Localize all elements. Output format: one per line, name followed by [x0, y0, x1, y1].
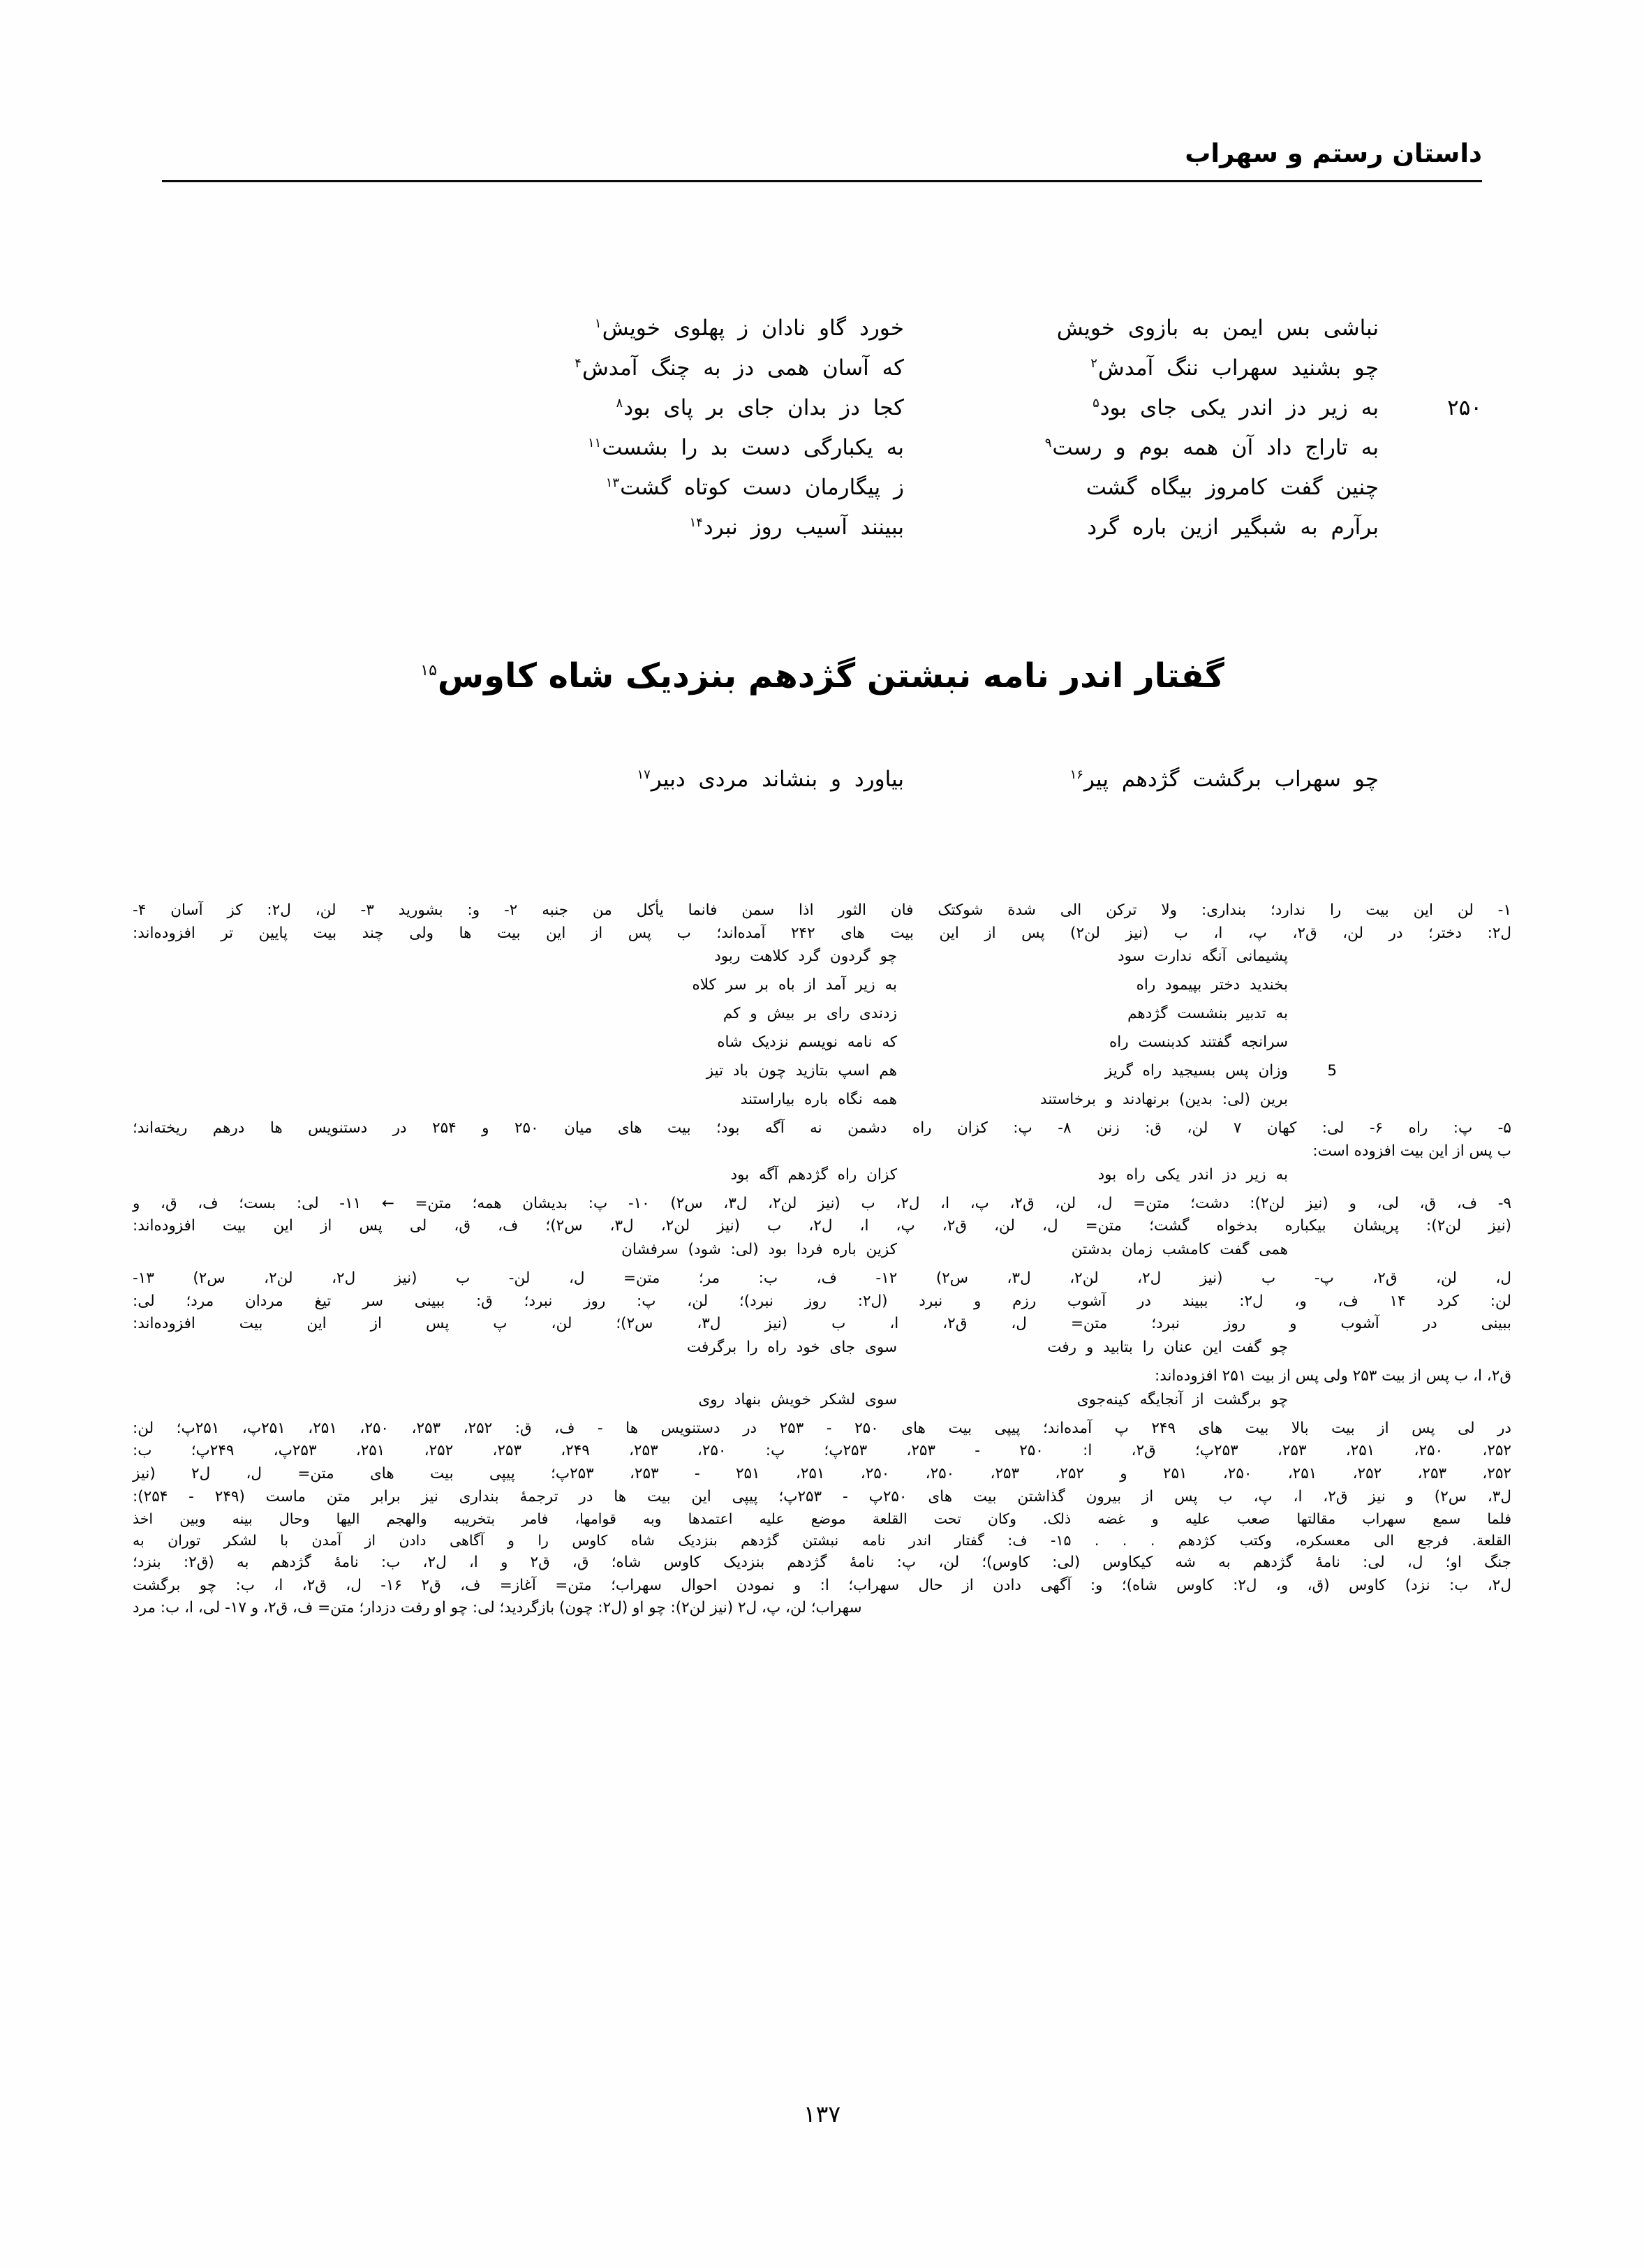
header-divider-rule [162, 180, 1482, 182]
hemistich-b [457, 316, 946, 341]
inset-verse-row [133, 1389, 1511, 1418]
couplet-row [162, 435, 1482, 475]
hemistich-b [457, 395, 946, 420]
inset-verse-group-2 [133, 1164, 1511, 1193]
inset-hemistich-b: سوی لشکر خویش بنهاد روی [698, 1390, 897, 1408]
inset-verse-row [133, 1089, 1511, 1117]
apparatus-line: ۹- ف، ق، لی، و (نیز لن۲): دشت؛ متن= ل، لن، ق۲، پ، ا، ل۲، ب (نیز لن۲، ل۳، س۲) ۱۰- پ: بدیشان همه؛ متن= ← ۱۱- لی: بست؛ ف، ق، و [133, 1194, 1512, 1212]
inset-hemistich-b: چو گردون گرد کلاهت ربود [714, 948, 897, 966]
apparatus-line: ل۲: دختر؛ در لن، ق۲، پ، ا، ب (نیز لن۲) پس از این بیت های ۲۴۲ آمده‌اند؛ ب پس از این بیت ها ولی چند بیت پایین تر افزوده‌اند: [133, 924, 1512, 942]
verse-block-upper [162, 316, 1482, 554]
apparatus-line: جنگ او؛ ل، لی: نامهٔ گژدهم به شه کیکاوس (لی: کاوس)؛ لن، پ: نامهٔ گژدهم بنزدیک کاوس شاه؛ ق، ق۲ و ا، ل۲، ب: نامهٔ گژدهم به (ق۲: بنزد؛ [133, 1553, 1512, 1571]
verse-number: ۲۵۰ [1447, 395, 1482, 420]
hemistich-a [946, 395, 1391, 420]
apparatus-line: ل۳، س۲) و نیز ق۲، ا، پ، ب پس از بیرون گذاشتن بیت های ۲۵۰پ - ۲۵۳پ؛ پیپی این بیت ها در ترجمهٔ بنداری نیز برابر متن ماست (۲۴۹ - ۲۵۴): [133, 1487, 1511, 1505]
hemistich-b-text: ببینند آسیب روز نبرد [703, 515, 904, 540]
apparatus-line: سهراب؛ لن، پ، ل۲ (نیز لن۲): چو او (ل۲: چون) بازگردید؛ لی: چو او رفت دزدار؛ متن= ف، ق۲، و ۱۷- لی، ا، ب: مرد [133, 1599, 862, 1617]
inset-hemistich-b: زدندی رای بر بیش و کم [723, 1005, 897, 1023]
apparatus-group-3 [133, 1193, 1511, 1238]
footnote-marker: ۱۶ [1069, 767, 1083, 782]
footnote-marker: ۴ [575, 355, 582, 371]
footnote-marker: ۱۱ [587, 435, 602, 450]
hemistich-b [457, 515, 946, 540]
section-heading [0, 656, 1644, 695]
apparatus-line: لن: کرد ۱۴ ف، و، ل۲: ببیند در آشوب رزم و نبرد (ل۲: روز نبرد)؛ لن، پ: روز نبرد؛ ق: ببینی سر تیغ مردان مرد؛ لی: [133, 1292, 1511, 1310]
inset-verse-row [133, 974, 1511, 1003]
couplet-row [162, 316, 1482, 355]
hemistich-a-text: چو سهراب برگشت گژدهم پیر [1083, 767, 1379, 792]
inset-hemistich-a: به تدبیر بنشست گژدهم [1127, 1005, 1288, 1023]
section-heading-text: گفتار اندر نامه نبشتن گژدهم بنزدیک شاه کاوس [437, 656, 1224, 695]
apparatus-group-6 [133, 1418, 1511, 1620]
inset-hemistich-b: سوی جای خود راه را برگرفت [686, 1339, 897, 1357]
footnote-marker: ۵ [1093, 395, 1099, 411]
couplet-row [162, 767, 1482, 807]
page-number: ۱۳۷ [803, 2100, 841, 2128]
inset-hemistich-a: برین (لی: بدین) برنهادند و برخاستند [1040, 1091, 1288, 1109]
couplet-row [162, 515, 1482, 554]
apparatus-line: ۵- پ: راه ۶- لی: کهان ۷ لن، ق: زنن ۸- پ: کزان راه دشمن نه آگه بود؛ بیت های میان ۲۵۰ و ۲۵۴ در دستنویس ها درهم ریخته‌اند؛ [133, 1119, 1511, 1137]
hemistich-a [946, 767, 1391, 792]
inset-verse-row [133, 1164, 1511, 1193]
inset-hemistich-a: چو گفت این عنان را بتابید و رفت [1047, 1339, 1288, 1357]
inset-hemistich-b: کزان راه گژدهم آگه بود [730, 1165, 897, 1184]
inset-verse-row [133, 1031, 1511, 1060]
inset-hemistich-a: وزان پس بسیجید راه گریز [1104, 1062, 1288, 1080]
apparatus-line: در لی پس از بیت بالا بیت های ۲۴۹ پ آمده‌اند؛ پیپی بیت های ۲۵۰ - ۲۵۳ در دستنویس ها - ف، ق: ۲۵۲، ۲۵۳، ۲۵۰، ۲۵۱، ۲۵۱پ، ۲۵۱پ؛ لن: [133, 1419, 1511, 1437]
hemistich-a: نباشی بس ایمن به بازوی خویش [1056, 316, 1379, 341]
inset-verse-group-5 [133, 1389, 1511, 1418]
apparatus-group-2 [133, 1117, 1511, 1163]
hemistich-b-text: خورد گاو نادان ز پهلوی خویش [602, 316, 904, 341]
hemistich-a [946, 435, 1391, 460]
inset-hemistich-a: به زیر دز اندر یکی راه بود [1097, 1165, 1288, 1184]
hemistich-a-text: چو بشنید سهراب ننگ آمدش [1097, 355, 1379, 381]
apparatus-line-arabic: القلعة. فرجع الی معسکره، وکتب کژدهم . . . ۱۵- ف: گفتار اندر نامه نبشتن گژدهم بنزدیک شاه کاوس را و آگاهی دادن از آمدن با لشکر توران به [133, 1532, 1511, 1549]
apparatus-line-arabic: فلما سمع سهراب مقالتها صعب علیه و غضه ذلک. وکان تحت القلعة موضع علیه اعتمدها وبه قوامها، فامر بتخریبه والهجم الیها وحال بینه وبین اخذ [133, 1510, 1511, 1528]
apparatus-group-1 [133, 899, 1511, 945]
inset-hemistich-b: هم اسپ بتازید چون باد تیز [706, 1062, 897, 1080]
hemistich-b-text: که آسان همی دز به چنگ آمدش [582, 355, 904, 381]
inset-verse-row [133, 1336, 1511, 1365]
apparatus-group-5 [133, 1365, 1511, 1388]
apparatus-group-4 [133, 1267, 1511, 1336]
hemistich-b [457, 767, 946, 792]
apparatus-line: ۲۵۲، ۲۵۳، ۲۵۲، ۲۵۱، ۲۵۰، ۲۵۱ و ۲۵۲، ۲۵۳، ۲۵۰، ۲۵۰، ۲۵۱، ۲۵۱ - ۲۵۳، ۲۵۳پ؛ پیپی بیت های متن= ل، ل۲ (نیز [133, 1465, 1511, 1483]
footnote-marker: ۱۴ [689, 515, 703, 530]
hemistich-a: برآرم به شبگیر ازین باره گرد [1087, 515, 1379, 540]
hemistich-a-text: به زیر دز اندر یکی جای بود [1099, 395, 1379, 420]
running-head: داستان رستم و سهراب [1185, 138, 1482, 168]
footnote-marker: ۱۵ [420, 662, 437, 679]
verse-block-lower [162, 767, 1482, 807]
apparatus-line: ببینی در آشوب و روز نبرد؛ متن= ل، ق۲، ا، ب (نیز ل۳، س۲)؛ لن، پ پس از این بیت افزوده‌اند: [133, 1315, 1512, 1333]
couplet-row-250 [162, 395, 1482, 435]
inset-verse-row [133, 945, 1511, 974]
hemistich-b-text: ز پیگارمان دست کوتاه گشت [620, 475, 904, 500]
hemistich-a: چنین گفت کامروز بیگاه گشت [1086, 475, 1379, 500]
apparatus-line: ۱- لن این بیت را ندارد؛ بنداری: ولا ترکن الی شدة شوکتک فان الثور اذا سمن فانما یأکل من جنبه ۲- و: بشورید ۳- لن، ل۲: کز آسان ۴- [133, 901, 1511, 919]
inset-hemistich-a: چو برگشت از آنجایگه کینه‌جوی [1076, 1390, 1288, 1408]
running-head-area [162, 138, 1482, 182]
inset-verse-group-1 [133, 945, 1511, 1117]
couplet-row [162, 475, 1482, 515]
couplet-row [162, 355, 1482, 395]
footnote-marker: ۲ [1090, 355, 1097, 371]
hemistich-b-text: بیاورد و بنشاند مردی دبیر [651, 767, 904, 792]
inset-verse-group-4 [133, 1336, 1511, 1365]
hemistich-b [457, 435, 946, 460]
apparatus-line: ل، لن، ق۲، پ- ب (نیز ل۲، لن۲، ل۳، س۲) ۱۲- ف، ب: مر؛ متن= ل، لن- ب (نیز ل۲، لن۲، س۲) ۱۳- [133, 1269, 1511, 1288]
inset-hemistich-a: سرانجه گفتند کدبنست راه [1109, 1033, 1288, 1052]
inset-hemistich-a: پشیمانی آنگه ندارت سود [1118, 948, 1288, 966]
apparatus-line: (نیز لن۲): پریشان بیکباره بدخواه گشت؛ متن= ل، لن، ق۲، پ، ا، ل۲، ب (نیز لن۲، ل۳، س۲)؛ ف، ق، لی پس از این بیت افزوده‌اند: [133, 1217, 1511, 1235]
apparatus-line: ل۲، ب: نزد) کاوس (ق، و، ل۲: کاوس شاه)؛ و: آگهی دادن از حال سهراب؛ ا: و نمودن احوال سهراب؛ متن= آغاز= ف، ق۲ ۱۶- ل، ق۲، ا، ب: چو برگشت [133, 1576, 1511, 1594]
inset-hemistich-a: بخندید دختر بپیمود راه [1136, 976, 1288, 994]
apparatus-line: ق۲، ا، ب پس از بیت ۲۵۳ ولی پس از بیت ۲۵۱ افزوده‌اند: [1154, 1367, 1511, 1385]
apparatus-line: ۲۵۲، ۲۵۰، ۲۵۱، ۲۵۳، ۲۵۳پ؛ ق۲، ا: ۲۵۰ - ۲۵۳، ۲۵۳پ؛ پ: ۲۵۰، ۲۵۳، ۲۴۹، ۲۵۳، ۲۵۲، ۲۵۱، ۲۵۳پ، ۲۴۹پ؛ ب: [133, 1442, 1511, 1460]
hemistich-b [457, 475, 946, 500]
hemistich-a-text: به تاراج داد آن همه بوم و رست [1052, 435, 1379, 460]
inset-verse-number: 5 [1327, 1062, 1337, 1080]
critical-apparatus [133, 899, 1511, 1621]
apparatus-line: ب پس از این بیت افزوده است: [1312, 1142, 1511, 1161]
footnote-marker: ۹ [1044, 435, 1052, 450]
inset-verse-row [133, 1003, 1511, 1031]
footnote-marker: ۸ [616, 395, 623, 411]
inset-hemistich-b: کزین باره فردا بود (لی: شود) سرفشان [621, 1241, 897, 1259]
inset-hemistich-b: به زیر آمد از باه بر سر کلاه [692, 976, 897, 994]
inset-verse-row [133, 1239, 1511, 1267]
inset-verse-group-3 [133, 1239, 1511, 1267]
footnote-marker: ۱۳ [605, 475, 620, 490]
hemistich-b-text: کجا دز بدان جای بر پای بود [623, 395, 904, 420]
inset-hemistich-b: همه نگاه باره بیاراستند [740, 1091, 897, 1109]
hemistich-a [946, 355, 1391, 381]
footnote-marker: ۱۷ [637, 767, 651, 782]
hemistich-b [457, 355, 946, 381]
inset-verse-row [133, 1060, 1511, 1089]
footnote-marker: ۱ [594, 316, 602, 331]
inset-hemistich-a: همی گفت کامشب زمان بدشتن [1071, 1241, 1288, 1259]
hemistich-b-text: به یکبارگی دست بد را بشست [602, 435, 904, 460]
inset-hemistich-b: که نامه نویسم نزدیک شاه [717, 1033, 897, 1052]
